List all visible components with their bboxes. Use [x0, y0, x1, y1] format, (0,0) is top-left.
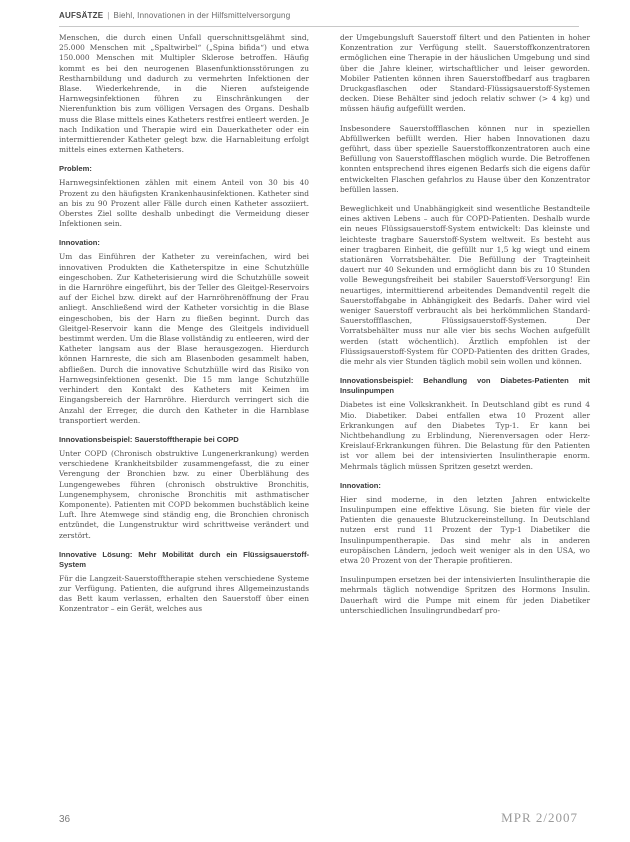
body-paragraph: Insulinpumpen ersetzen bei der intensivierten Insulintherapie die mehrmals täglich notwendige Spritzen des Hormons Insulin. Dauerhaft wird die Pumpe mit einem für jeden Diabetiker unterschiedlichen Insulingrundbedarf pro- [340, 575, 590, 615]
body-paragraph: Um das Einführen der Katheter zu vereinfachen, wird bei innovativen Produkten die Katheterspitze in eine Schutzhülle eingeschoben. Zur Katheterisierung wird die Schutzhülle soweit in die Harnröhre eingeführt, bis der Teller des Gleitgel-Reservoirs auf der Eichel bzw. direkt auf der Harnröhrenöffnung der Frau anliegt. Anschließend wird der Katheter vorsichtig in die Blase eingeschoben, bis der Harn zu fließen beginnt. Durch das Gleitgel-Reservoir kann die Menge des Gleitgels individuell bestimmt werden. Um die Blase vollständig zu entleeren, wird der Katheter langsam aus der Blase herausgezogen. Hierdurch können Harnreste, die sich am Blasenboden gesammelt haben, abfließen. Durch die innovative Schutzhülle wird das Risiko von Harnwegsinfektionen gesenkt. Die 15 mm lange Schutzhülle verhindert den Kontakt des Katheters mit Keimen im Eingangsbereich der Harnröhre. Hierdurch verringert sich die Anzahl der Erreger, die durch den Katheter in die Harnblase transportiert werden. [59, 252, 309, 425]
body-paragraph: Hier sind moderne, in den letzten Jahren entwickelte Insulinpumpen eine effektive Lösung. Sie bieten für viele der Patienten die genaueste Blutzuckereinstellung. In Deutschland nutzen erst rund 11 Prozent der Typ-1 Diabetiker die Insulinpumpentherapie. Das sind mehr als in anderen europäischen Ländern, jedoch weit weniger als in den USA, wo etwa 20 Prozent von der Therapie profitieren. [340, 494, 590, 565]
right-text-column [340, 33, 590, 625]
body-paragraph: Harnwegsinfektionen zählen mit einem Anteil von 30 bis 40 Prozent zu den häufigsten Krankenhausinfektionen. Katheter sind an bis zu 90 Prozent aller Fälle durch einen Katheter assoziiert. Oberstes Ziel sollte deshalb unbedingt die Vermeidung dieser Infektionen sein. [59, 178, 309, 229]
section-heading: Innovative Lösung: Mehr Mobilität durch ein Flüssigsauerstoff-System [59, 549, 309, 569]
body-paragraph: Beweglichkeit und Unabhängigkeit sind wesentliche Bestandteile eines aktiven Lebens – auch für COPD-Patienten. Deshalb wurde ein neues Flüssigsauerstoff-System entwickelt: Das kleinste und leichteste tragbare Sauerstoff-System weltweit. Es besteht aus einer tragbaren Einheit, die gefüllt nur 1,5 kg wiegt und einem stationären Vorratsbehälter. Die Befüllung der Tragteinheit dauert nur 40 Sekunden und ermöglicht dann bis zu 10 Stunden volle Bewegungsfreiheit bei stabiler Sauerstoff-Versorgung! Ein neuartiges, intermittierend arbeitendes Demandventil regelt die Sauerstoffabgabe in Abhängigkeit des Bedarfs. Daher wird viel weniger Sauerstoff verbraucht als bei herkömmlichen Standard-Sauerstoffflaschen, Flüssigsauerstoff-Systemen. Der Vorratsbehälter muss nur alle vier bis sechs Wochen aufgefüllt werden (statt wöchentlich). Ärztlich empfohlen ist der Flüssigsauerstoff-System für COPD-Patienten des dritten Grades, die mehr als vier Stunden täglich mobil sein wollen und können. [340, 204, 590, 367]
header-rule [59, 26, 579, 27]
section-heading: Problem: [59, 164, 92, 174]
body-paragraph: Diabetes ist eine Volkskrankheit. In Deutschland gibt es rund 4 Mio. Diabetiker. Dabei entfallen etwa 10 Prozent aller Erkrankungen auf den Diabetes Typ-1. Er kann bei Nichtbehandlung zu Erblindung, Nierenversagen oder Herz-Kreislauf-Erkrankungen führen. Die Belastung für den Patienten ist vor allem bei der intensivierten Insulintherapie enorm. Mehrmals täglich müssen Spritzen gesetzt werden. [340, 400, 590, 471]
section-label: AUFSÄTZE [59, 11, 104, 20]
header-separator: | [107, 11, 110, 20]
section-heading: Innovationsbeispiel: Behandlung von Diabetes-Patienten mit Insulinpumpen [340, 376, 590, 396]
body-paragraph: Für die Langzeit-Sauerstofftherapie stehen verschiedene Systeme zur Verfügung. Patienten, die aufgrund ihres Allgemeinzustands das Bett kaum verlassen, erhalten den Sauerstoff über einen Konzentrator – ein Gerät, welches aus [59, 573, 309, 614]
section-heading: Innovation: [59, 238, 100, 248]
article-running-title: Biehl, Innovationen in der Hilfsmittelversorgung [113, 11, 291, 20]
journal-issue-label: MPR 2/2007 [501, 810, 578, 825]
section-heading: Innovationsbeispiel: Sauerstofftherapie bei COPD [59, 434, 239, 444]
page-number: 36 [59, 814, 71, 825]
body-paragraph: Unter COPD (Chronisch obstruktive Lungenerkrankung) werden verschiedene Krankheitsbilder zusammengefasst, die zu einer Verengung der Bronchien bzw. zu einer Überblähung des Lungengewebes führen (chronisch obstruktive Bronchitis, Lungenemphysem, chronische Bronchitis mit asthmatischer Komponente). Patienten mit COPD bekommen buchstäblich keine Luft. Ihre Atemwege sind ständig eng, die Bronchien chronisch entzündet, die Lungenstruktur wird schrittweise verändert und zerstört. [59, 448, 309, 540]
section-heading: Innovation: [340, 480, 381, 490]
body-paragraph: Insbesondere Sauerstoffflaschen können nur in speziellen Abfüllwerken befüllt werden. Hier haben Innovationen dazu geführt, dass über spezielle Sauerstoffkonzentratoren auch eine Befüllung von Sauerstoffflaschen möglich wurde. Die Betroffenen konnten entsprechend ihres eigenen Bedarfs sich die eigens dafür entwickelten Flaschen gefahrlos zu Hause über den Konzentrator befüllen lassen. [340, 123, 590, 194]
running-header [59, 11, 290, 20]
body-paragraph: der Umgebungsluft Sauerstoff filtert und den Patienten in hoher Konzentration zur Verfügung stellt. Sauerstoffkonzentratoren ermöglichen eine Therapie in der häuslichen Umgebung und sind über die Jahre kleiner, wirtschaftlicher und leiser geworden. Mobiler Patienten können ihren Sauerstoffbedarf aus tragbaren Druckgasflaschen oder Standard-Flüssigsauerstoff-Systemen decken. Diese Behälter sind jedoch relativ schwer (> 4 kg) und müssen häufig aufgefüllt werden. [340, 33, 590, 114]
left-text-column [59, 33, 309, 624]
body-paragraph: Menschen, die durch einen Unfall querschnittsgelähmt sind, 25.000 Menschen mit „Spaltwirbel“ („Spina bifida“) und etwa 150.000 Menschen mit Multipler Sklerose betroffen. Häufig kommt es bei den neurogenen Blasenfunktionsstörungen zu Restharnbildung und dadurch zu vermehrten Infektionen der Blase. Wiederkehrende, in die Nieren aufsteigende Harnwegsinfektionen führen zu Einschränkungen der Nierenfunktion bis zum völligen Versagen des Organs. Deshalb muss die Blase mittels eines Katheters restfrei entleert werden. Je nach Indikation und Therapie wird ein Dauerkatheter oder ein intermittierender Katheter gelegt bzw. die Harnableitung erfolgt mittels eines externen Katheters. [59, 33, 309, 155]
